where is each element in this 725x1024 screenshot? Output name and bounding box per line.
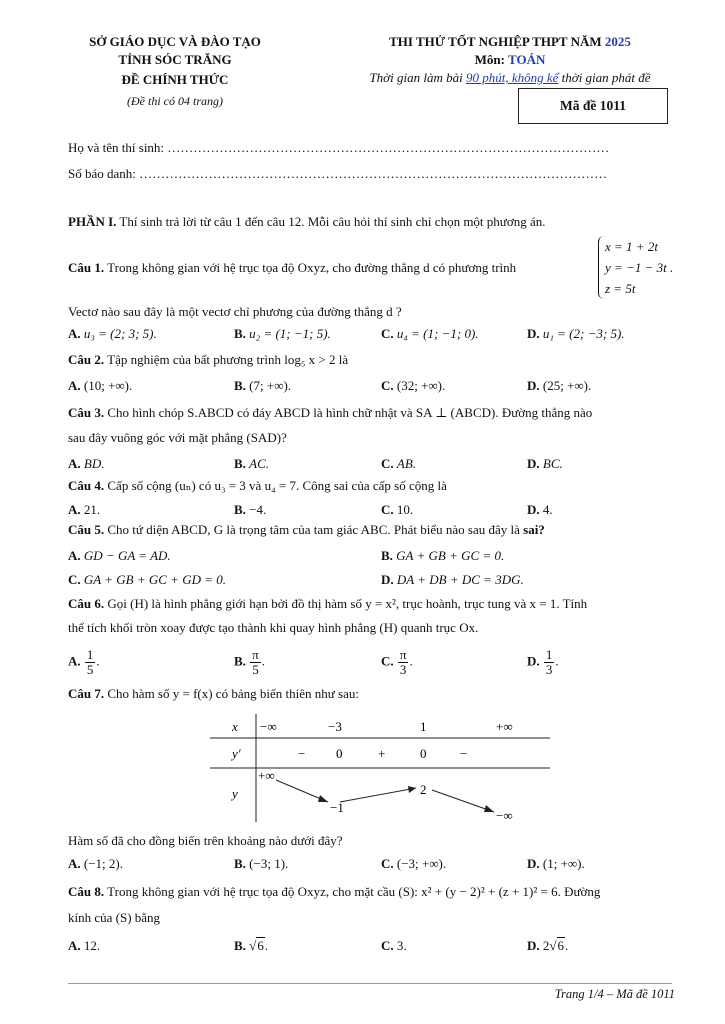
vt-x-value: −∞ [260,719,277,734]
q6-text: Câu 6. Gọi (H) là hình phẳng giới hạn bởi đồ thị hàm số y = x², trục hoành, trục tung và x = 1. Tính [68,596,588,611]
province-name: TỈNH SÓC TRĂNG [118,52,232,67]
part1-instruction: PHẦN I. Thí sinh trả lời từ câu 1 đến câu 12. Mỗi câu hỏi thí sinh chỉ chọn một phương án. [68,214,546,229]
student-id-line: Số báo danh: ……………………………………………………………………………………………… [68,166,608,181]
q3-text2: sau đây vuông góc với mặt phẳng (SAD)? [68,430,287,445]
q4-option-c[interactable]: C. 10. [381,502,414,517]
official-label: ĐỀ CHÍNH THỨC [121,72,229,87]
q1-text2: Vectơ nào sau đây là một vectơ chỉ phương của đường thẳng d ? [68,304,402,319]
vt-y-value: −1 [330,800,344,815]
q1-text: Câu 1. Trong không gian với hệ trục tọa độ Oxyz, cho đường thẳng d có phương trình [68,260,517,275]
q3-option-c[interactable]: C. AB. [381,456,417,471]
q5-option-c[interactable]: C. GA + GB + GC + GD = 0. [68,572,226,587]
q4-option-a[interactable]: A. 21. [68,502,101,517]
q4-option-b[interactable]: B. −4. [234,502,267,517]
vt-arrow-down-2 [432,790,494,812]
footer-divider [68,983,672,984]
q5-option-d[interactable]: D. DA + DB + DC = 3DG. [381,572,524,587]
q4-text: Câu 4. Cấp số cộng (uₙ) có u₃ = 3 và u₄ = 7. Công sai của cấp số cộng là [68,478,447,493]
q7-option-a[interactable]: A. (−1; 2). [68,856,123,871]
q2-text: Câu 2. Tập nghiệm của bất phương trình log₅ x > 2 là [68,352,349,367]
vt-sign: − [298,746,306,761]
q6-text2: thể tích khối tròn xoay được tạo thành khi quay hình phẳng (H) quanh trục Ox. [68,620,479,635]
exam-code-box: Mã đề 1011 [518,88,668,124]
q8-text: Câu 8. Trong không gian với hệ trục tọa độ Oxyz, cho mặt cầu (S): x² + (y − 2)² + (z + 1)² = 6. Đường [68,884,601,899]
variation-table [210,714,550,824]
q5-option-a[interactable]: A. GD − GA = AD. [68,548,171,563]
q8-option-c[interactable]: C. 3. [381,938,407,953]
q1-option-c[interactable]: C. u₄ = (1; −1; 0). [381,326,479,341]
q3-text: Câu 3. Cho hình chóp S.ABCD có đáy ABCD là hình chữ nhật và SA ⊥ (ABCD). Đường thẳng nào [68,405,593,420]
q6-option-b[interactable]: B. $\frac{\pi}{5}$ . [234,647,265,677]
pages-note: (Đề thi có 04 trang) [127,94,223,108]
q6-option-c[interactable]: C. $\frac{\pi}{3}$ . [381,647,413,677]
exam-title: THI THỬ TỐT NGHIỆP THPT NĂM 2025 [389,34,631,49]
q6-option-a[interactable]: A. $\frac{1}{5}$ . [68,647,100,677]
q8-option-d[interactable]: D. 2√6. [527,938,569,953]
q7-text2: Hàm số đã cho đồng biến trên khoảng nào dưới đây? [68,833,343,848]
subject-line: Môn: TOÁN [474,52,546,67]
q7-option-d[interactable]: D. (1; +∞). [527,856,585,871]
q1-equation-system: x = 1 + 2t y = −1 − 3t . z = 5t [598,236,673,299]
q3-option-d[interactable]: D. BC. [527,456,563,471]
time-line: Thời gian làm bài 90 phút, không kể thời gian phát đề [369,70,651,85]
q6-option-d[interactable]: D. $\frac{1}{3}$ . [527,647,559,677]
student-name-line: Họ và tên thí sinh: ………………………………………………………………………………………… [68,140,610,155]
q5-option-b[interactable]: B. GA + GB + GC = 0. [381,548,505,563]
vt-y-value: −∞ [496,808,513,823]
q1-option-a[interactable]: A. u₃ = (2; 3; 5). [68,326,157,341]
q7-option-b[interactable]: B. (−3; 1). [234,856,289,871]
department-name: SỞ GIÁO DỤC VÀ ĐÀO TẠO [89,34,261,49]
vt-x-label: x [232,719,238,734]
vt-x-value: +∞ [496,719,513,734]
vt-sign: − [460,746,468,761]
vt-arrow-up [340,788,416,802]
q8-option-a[interactable]: A. 12. [68,938,101,953]
q3-option-b[interactable]: B. AC. [234,456,270,471]
q3-option-a[interactable]: A. BD. [68,456,105,471]
page-footer: Trang 1/4 – Mã đề 1011 [554,987,675,1001]
q7-option-c[interactable]: C. (−3; +∞). [381,856,447,871]
vt-y-value: 2 [420,782,427,797]
vt-sign: 0 [420,746,427,761]
vt-y-value: +∞ [258,768,275,783]
vt-y-label: y [232,786,238,801]
q2-option-d[interactable]: D. (25; +∞). [527,378,592,393]
q1-option-d[interactable]: D. u₁ = (2; −3; 5). [527,326,625,341]
vt-x-value: −3 [328,719,342,734]
vt-sign: + [378,746,386,761]
q2-option-b[interactable]: B. (7; +∞). [234,378,292,393]
q4-option-d[interactable]: D. 4. [527,502,553,517]
q2-option-c[interactable]: C. (32; +∞). [381,378,446,393]
vt-yp-label: y′ [232,746,241,761]
q7-text: Câu 7. Cho hàm số y = f(x) có bảng biến thiên như sau: [68,686,359,701]
vt-sign: 0 [336,746,343,761]
q1-option-b[interactable]: B. u₂ = (1; −1; 5). [234,326,331,341]
q5-text: Câu 5. Cho tứ diện ABCD, G là trọng tâm của tam giác ABC. Phát biểu nào sau đây là sai? [68,522,545,537]
vt-x-value: 1 [420,719,427,734]
q8-option-b[interactable]: B. √6. [234,938,269,953]
q8-text2: kính của (S) bằng [68,910,161,925]
q2-option-a[interactable]: A. (10; +∞). [68,378,133,393]
